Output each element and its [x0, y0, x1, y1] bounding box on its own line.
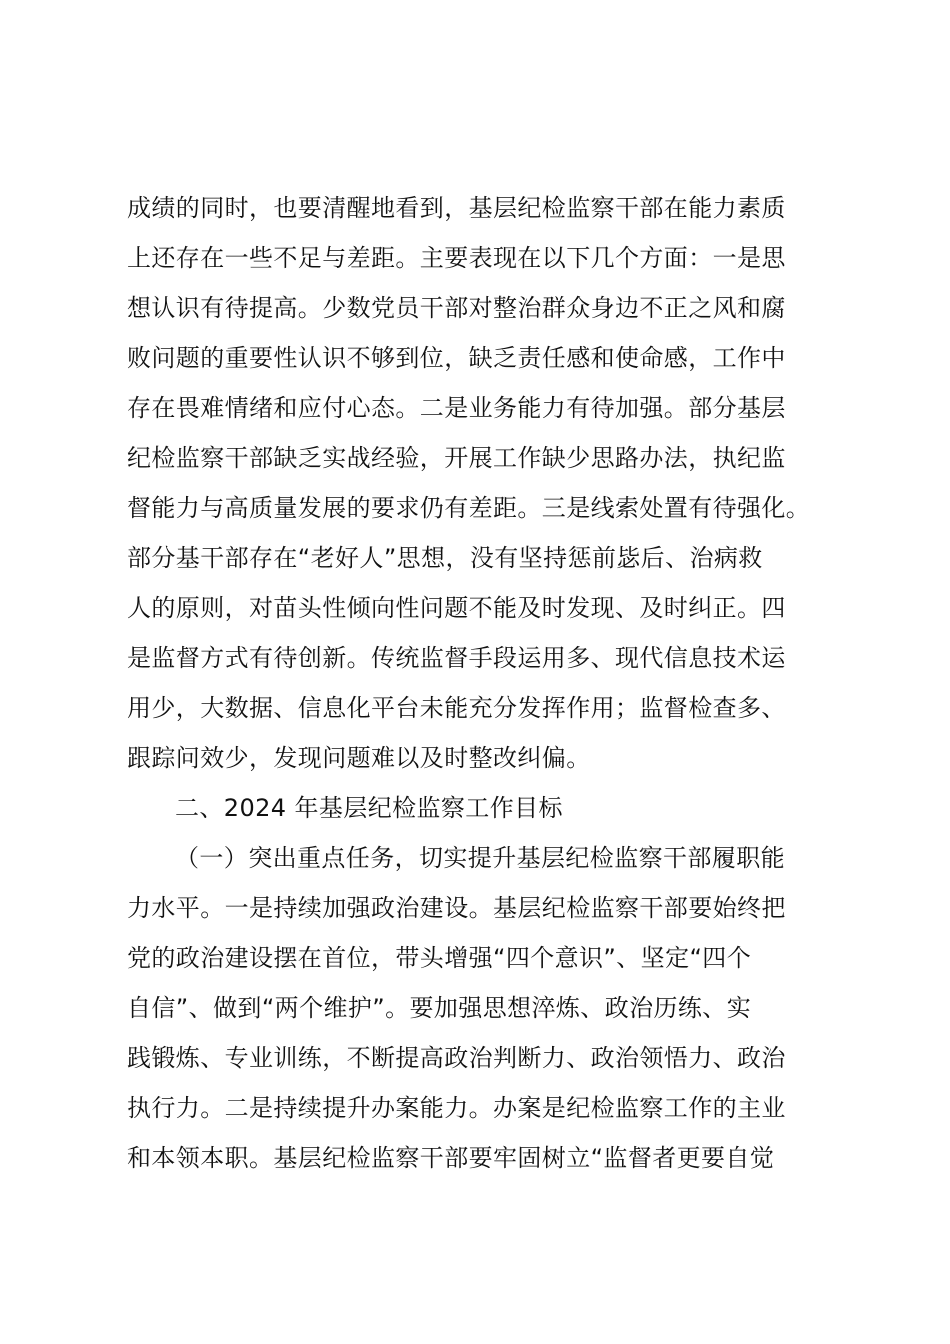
text-line: 是监督方式有待创新。传统监督手段运用多、现代信息技术运	[127, 644, 786, 672]
text-line: 督能力与高质量发展的要求仍有差距。三是线索处置有待强化。	[127, 494, 811, 522]
text-line: 人的原则，对苗头性倾向性问题不能及时发现、及时纠正。四	[127, 594, 786, 622]
text-line: 败问题的重要性认识不够到位，缺乏责任感和使命感，工作中	[127, 344, 786, 372]
text-line: 存在畏难情绪和应付心态。二是业务能力有待加强。部分基层	[127, 394, 786, 422]
text-line: 用少，大数据、信息化平台未能充分发挥作用；监督检查多、	[127, 694, 786, 722]
section-heading: 二、2024 年基层纪检监察工作目标	[175, 794, 563, 822]
paragraph-weaknesses	[127, 183, 839, 783]
text-line: 上还存在一些不足与差距。主要表现在以下几个方面：一是思	[127, 244, 786, 272]
text-line: 部分基干部存在“老好人”思想，没有坚持惩前毖后、治病救	[127, 544, 763, 572]
document-body	[127, 183, 839, 1183]
text-line: 纪检监察干部缺乏实战经验，开展工作缺少思路办法，执纪监	[127, 444, 786, 472]
text-line: 和本领本职。基层纪检监察干部要牢固树立“监督者更要自觉	[127, 1144, 775, 1172]
text-line: 成绩的同时，也要清醒地看到，基层纪检监察干部在能力素质	[127, 194, 786, 222]
paragraph-key-tasks	[127, 833, 839, 1183]
text-line: 想认识有待提高。少数党员干部对整治群众身边不正之风和腐	[127, 294, 786, 322]
text-line: 践锻炼、专业训练，不断提高政治判断力、政治领悟力、政治	[127, 1044, 786, 1072]
text-line: 党的政治建设摆在首位，带头增强“四个意识”、坚定“四个	[127, 944, 752, 972]
text-line: 执行力。二是持续提升办案能力。办案是纪检监察工作的主业	[127, 1094, 786, 1122]
text-line: 跟踪问效少，发现问题难以及时整改纠偏。	[127, 744, 591, 772]
text-line: 力水平。一是持续加强政治建设。基层纪检监察干部要始终把	[127, 894, 786, 922]
text-line: 自信”、做到“两个维护”。要加强思想淬炼、政治历练、实	[127, 994, 752, 1022]
text-line: （一）突出重点任务，切实提升基层纪检监察干部履职能	[175, 844, 785, 872]
